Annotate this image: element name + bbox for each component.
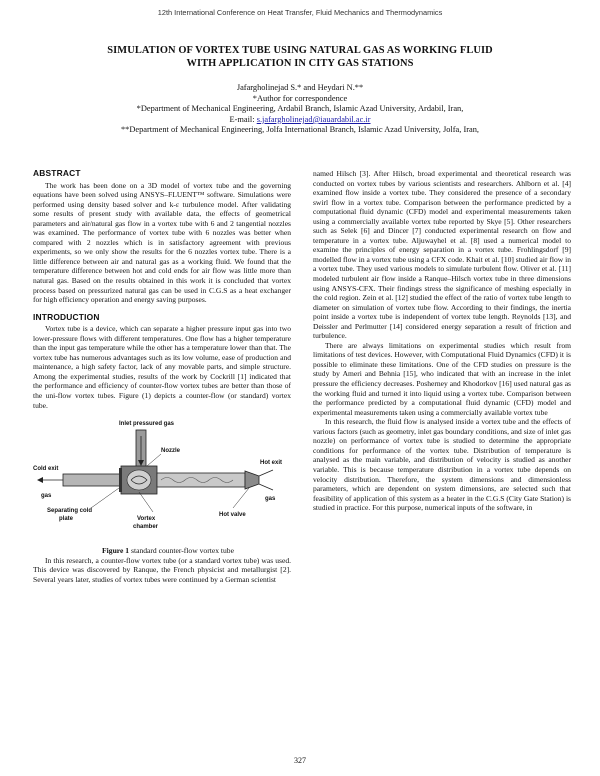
author-block (30, 83, 570, 136)
label-separating-plate: plate (59, 516, 74, 523)
cold-tube (63, 474, 125, 486)
label-nozzle: Nozzle (161, 448, 181, 455)
right-paragraph-1: named Hilsch [3]. After Hilsch, broad experimental and theoretical research was conducted on vortex tubes by various scientists and researchers. Ahlborn et al. [4] examined flow inside a vortex tube. They considered the presence of a secondary swirl flow in a vortex tube. Comparison between the performance predicted by a computational fluid dynamic (CFD) model and experimental measurements taken using a commercially available vortex tube reported by Skye [5]. Other researchers such as Selek [6] and Dincer [7] conducted experimental research on flow and temperature in a vortex tube. Aljuwayhel et al. [8] used a numerical model to examine the principles of energy separation in a vortex tube. Frohlingsdorf [9] modelled flow in a vortex tube using a CFX code. Khait et al. [10] studied air flow in a vortex tube. They used various models to simulate turbulent flow. Oliver et al. [11] modeled turbulent air flow inside a Ranque–Hilsch vortex tube in three dimensions using ANSYS-CFX. Their findings stress the significance of meshing especially in the cold region. Zein et al. [12] studied the effect of the ratio of vortex tube length to diameter on simulation of vortex tube flow. According to their findings, the inertia point inside a vortex tube is independent of vortex tube length. Reynolds [13], and Deissler and Perlmutter [14] considered energy separation a result of friction and turbulence. (313, 169, 571, 341)
left-column (33, 169, 291, 584)
hot-valve-body (245, 471, 259, 489)
email-line (30, 115, 570, 126)
label-cold-exit: Cold exit (33, 466, 59, 473)
label-hot-exit-gas: gas (265, 496, 276, 503)
vortex-tube-diagram (33, 416, 291, 544)
email-label: E-mail: (229, 114, 257, 124)
label-vortex: Vortex (137, 516, 156, 523)
email-link[interactable]: s.jafargholinejad@iauardabil.ac.ir (256, 114, 371, 124)
figure-caption-text: standard counter-flow vortex tube (129, 546, 234, 556)
figure-1 (33, 416, 291, 544)
separating-plate (119, 468, 122, 492)
label-cold-exit-gas: gas (41, 493, 52, 500)
right-paragraph-3: In this research, the fluid flow is analysed inside a vortex tube and the effects of various factors (such as geometry, inlet gas boundary conditions, and size of inlet gas nozzle) on performance of vortex tube is studied to determine the appropriate conditions for performance of the vortex tube. Distribution of temperature is analysed as the main variable, and distribution of velocity is studied as another variable. This is because temperature distribution in a vortex tube depends on velocity distribution. Therefore, the system dimensions and dimensionless parameters, which are dependent on system dimensions, are selected such that feasibility of application of this system as a heater in the C.G.S (City Gate Station) is studied in practice. For this purpose, numerical inputs of the software, in (313, 417, 571, 513)
abstract-heading: ABSTRACT (33, 168, 81, 178)
title-line-2: WITH APPLICATION IN CITY GAS STATIONS (186, 58, 414, 69)
correspondence-note: *Author for correspondence (252, 93, 348, 103)
title-line-1: SIMULATION OF VORTEX TUBE USING NATURAL GAS AS WORKING FLUID (107, 45, 493, 56)
author-names: Jafargholinejad S.* and Heydari N.** (236, 83, 364, 92)
affiliation-2: **Department of Mechanical Engineering, Jolfa International Branch, Islamic Azad University, Jolfa, Iran, (120, 125, 480, 135)
figure-caption-label: Figure 1 (102, 546, 130, 556)
hot-tube (157, 473, 245, 487)
abstract-text: The work has been done on a 3D model of vortex tube and the governing equations have been solved using ANSYS–FLUENT™ software. Simulations were performed using density based solver and k-ε turbulence model. After validating some results of present study with available data, the effects of geometrical parameters and air/natural gas flow in a vortex tube with 6 and 2 tangential nozzles was examined. The performance of vortex tube with 6 nozzles was better when compared with 2 nozzles which is in satisfactory agreement with previous experiments, so we only show the results for the 6 nozzles vortex tube. There is a little difference between air and natural gas as a working fluid. We found that the temperature difference between hot and cold ends for air flow was little more than natural gas. Based on the results obtained in this work it is concluded that vortex process based on pressurized natural gas can be used in C.G.S as a heat exchanger for high efficiency operation and energy saving purposes. (33, 180, 291, 305)
introduction-heading: INTRODUCTION (33, 311, 100, 322)
intro-paragraph-1: Vortex tube is a device, which can separate a higher pressure input gas into two lower-pressure flows with different temperatures. One flow has a higher temperature than the input gas temperature while the other has a temperature lower than that. The vortex tube has numerous advantages such as its low volume, ease of production and maintenance, a high safety factor, lack of any movable parts, and simple structure. Among the experimental studies, results of the work by Cockrill [1] indicated that the performance and efficiency of counter-flow vortex tubes are better than those of the uni-flow vortex tubes. Figure (1) depicts a counter-flow (or standard) vortex tube. (33, 324, 291, 410)
label-hot-valve: Hot valve (219, 512, 246, 519)
label-inlet: Inlet pressured gas (119, 421, 175, 428)
affiliation-1: *Department of Mechanical Engineering, Ardabil Branch, Islamic Azad University, Ardabil, Iran, (136, 104, 464, 114)
figure-caption (33, 546, 291, 556)
label-hot-exit: Hot exit (260, 460, 283, 467)
right-paragraph-2: There are always limitations on experimental studies which result from limitations of test devices. However, with Computational Fluid Dynamics (CFD) it is possible to eliminate these limitations. One of the CFD studies on pressure is the study by Ameri and Behnia [15], who indicated that with an increase in the inlet pressure the efficiency decreases. Posherney and Khodorkov [16] used natural gas as the working fluid and turned it into liquid using a vortex tube. Comparison between the performance predicted by a computational fluid dynamic (CFD) model and experimental measurements taken using a commercially available vortex tube (313, 340, 571, 417)
paper-title (40, 44, 560, 70)
right-column (313, 169, 571, 513)
intro-paragraph-2: In this research, a counter-flow vortex tube (or a standard vortex tube) was used. This device was discovered by Ranque, the French physicist and metallurgist [2]. Several years later, studies of vortex tubes were continued by a German scientist (33, 555, 291, 584)
page-number: 327 (294, 756, 306, 765)
conference-header: 12th International Conference on Heat Transfer, Fluid Mechanics and Thermodynamics (157, 8, 443, 17)
label-separating: Separating cold (47, 508, 93, 515)
label-vortex-chamber: chamber (133, 524, 159, 531)
